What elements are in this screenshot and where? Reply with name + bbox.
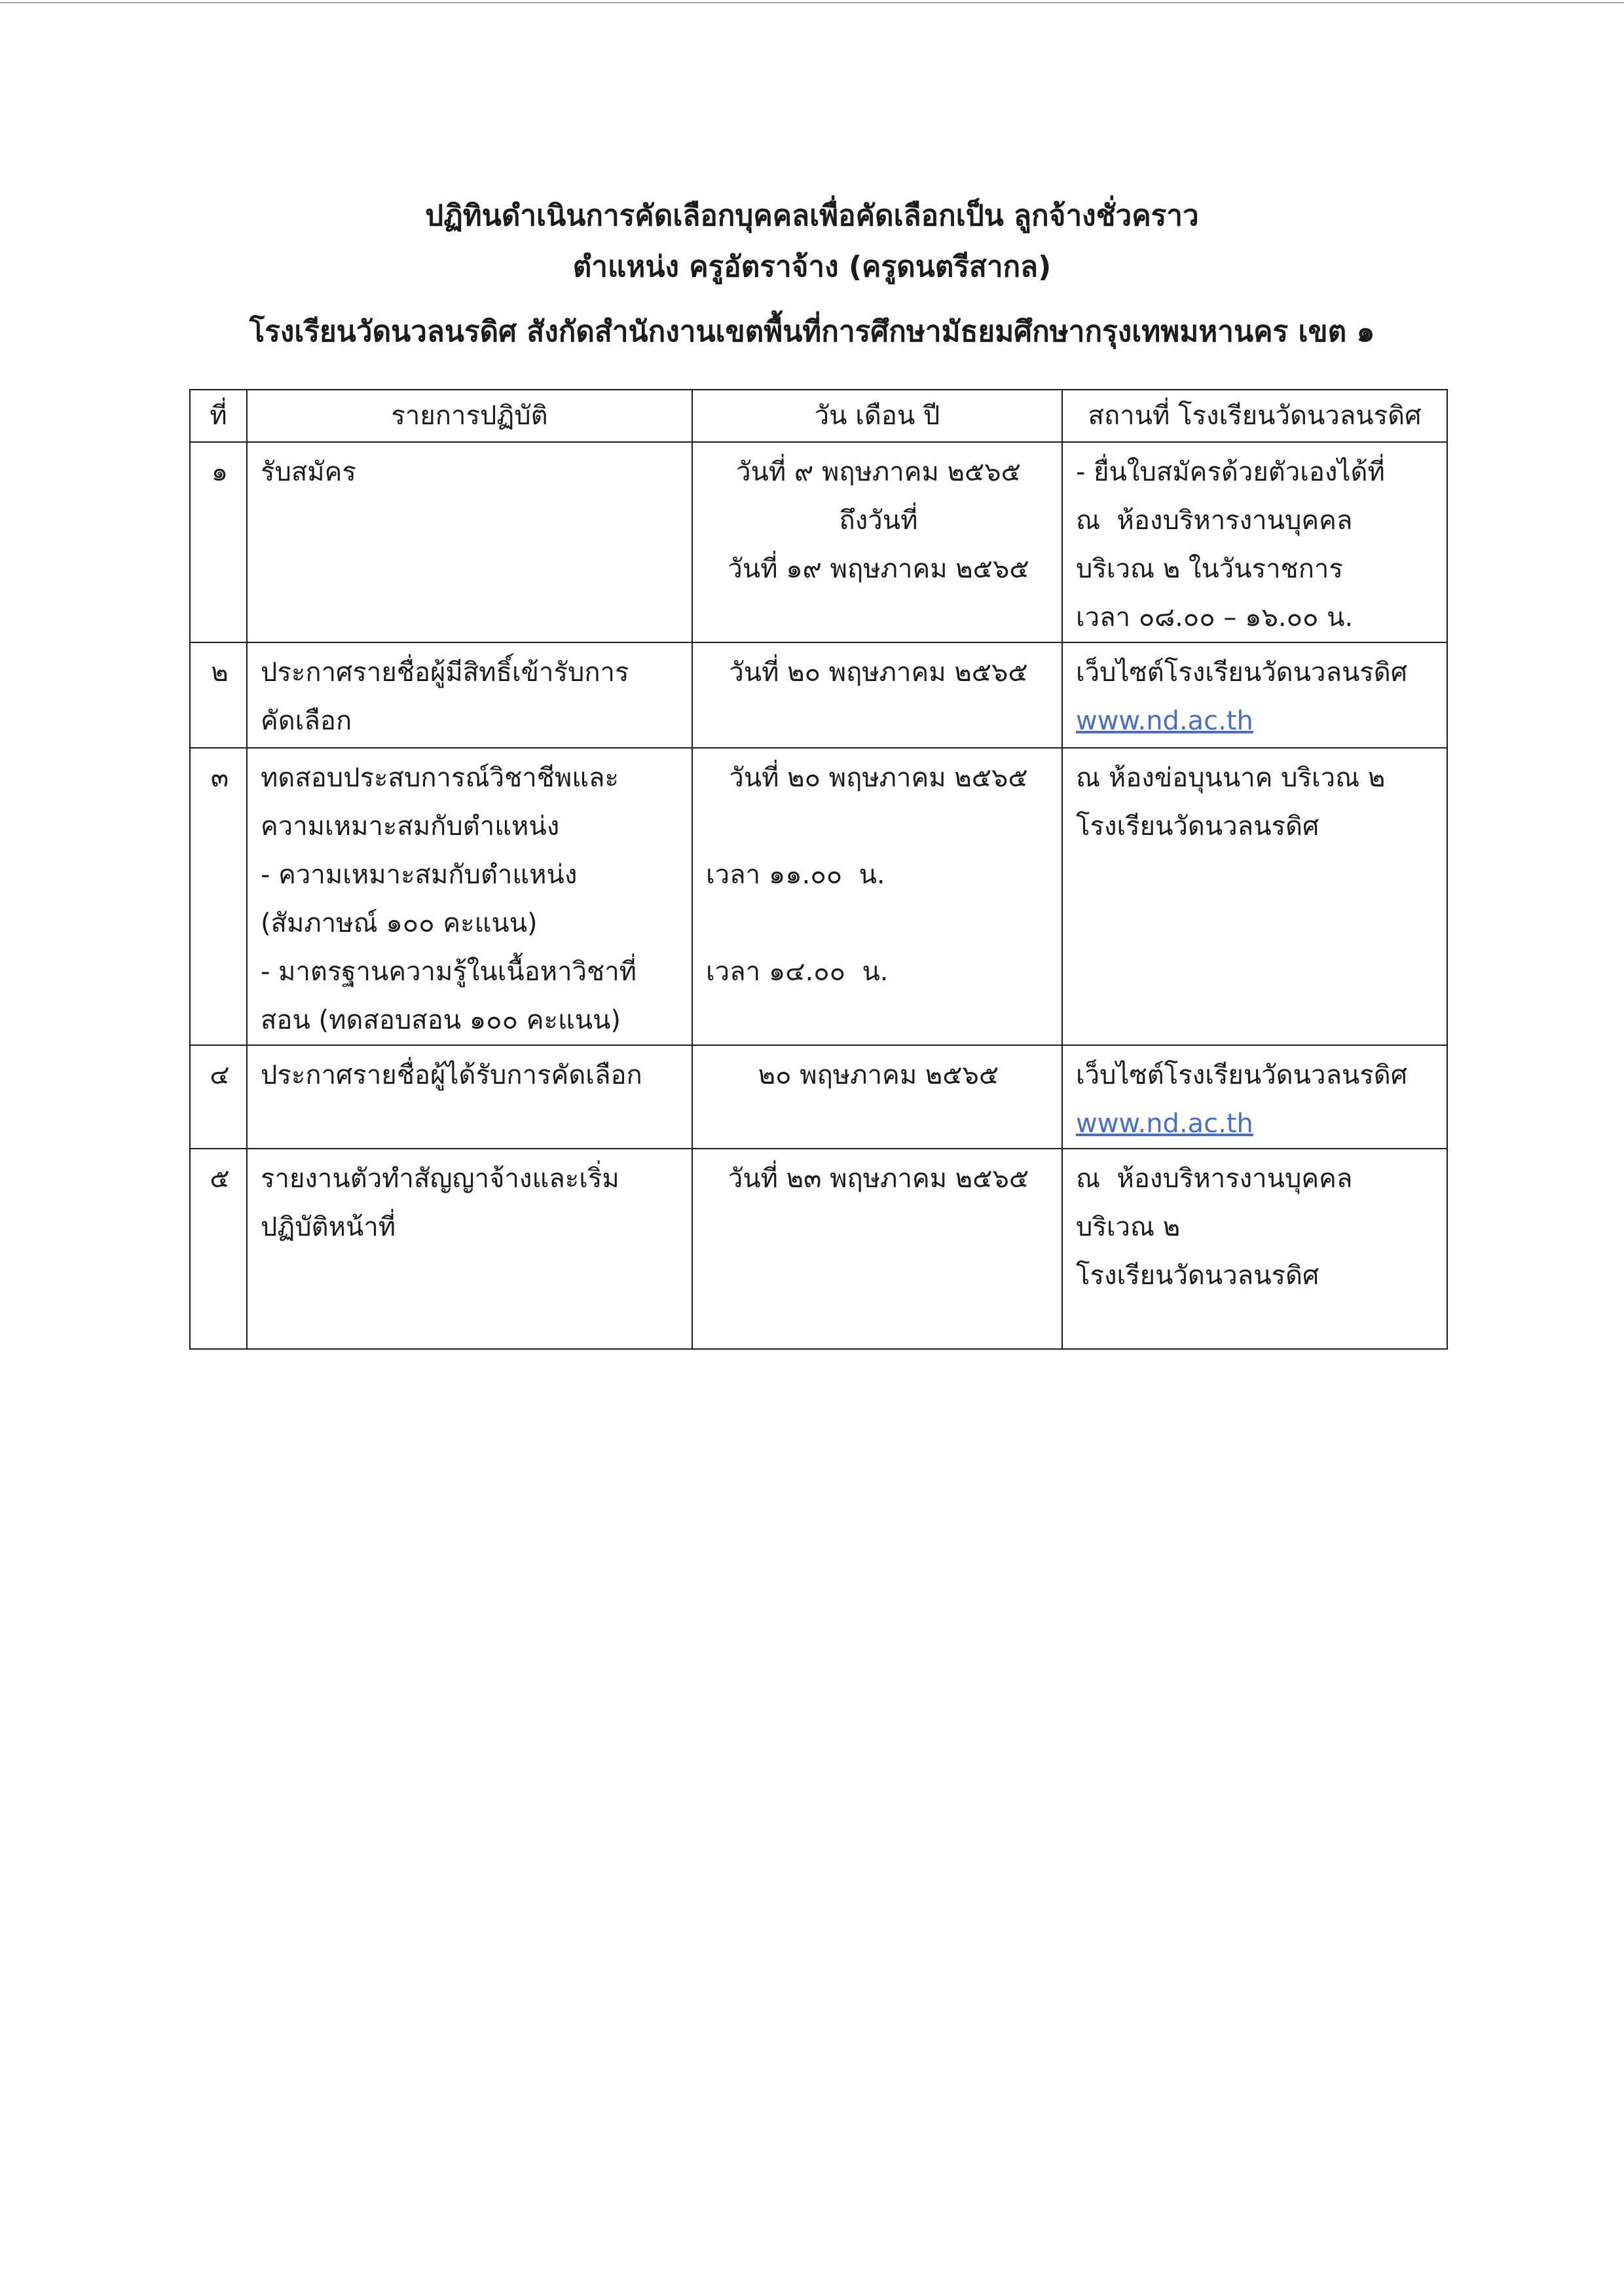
table-row (190, 642, 1447, 748)
activity-cell (247, 1149, 692, 1349)
activity-line: ประกาศรายชื่อผู้ได้รับการคัดเลือก (261, 1060, 642, 1090)
row-number: ๓ (190, 748, 247, 1045)
date-cell (692, 1149, 1062, 1349)
website-link[interactable]: www.nd.ac.th (1076, 1109, 1253, 1139)
date-line: วันที่ ๒๐ พฤษภาคม ๒๕๖๕ (729, 763, 1028, 793)
table-header-row (190, 390, 1447, 442)
date-cell (692, 748, 1062, 1045)
place-cell (1062, 1045, 1447, 1149)
activity-line: ความเหมาะสมกับตำแหน่ง (261, 811, 560, 841)
activity-line: (สัมภาษณ์ ๑๐๐ คะแนน) (261, 908, 538, 938)
table-row (190, 1045, 1447, 1149)
activity-line: - มาตรฐานความรู้ในเนื้อหาวิชาที่ (261, 957, 637, 987)
place-cell (1062, 748, 1447, 1045)
schedule-table (189, 389, 1448, 1350)
date-cell (692, 642, 1062, 748)
place-line: เว็บไซต์โรงเรียนวัดนวลนรดิศ (1076, 1060, 1408, 1090)
time-line: เวลา ๑๑.๐๐ น. (706, 860, 885, 890)
scan-edge-line (0, 2, 1624, 3)
activity-line: รับสมัคร (261, 457, 356, 487)
date-line: วันที่ ๙ พฤษภาคม ๒๕๖๕ (736, 457, 1021, 487)
activity-cell (247, 1045, 692, 1149)
date-line: วันที่ ๒๐ พฤษภาคม ๒๕๖๕ (729, 657, 1028, 688)
place-line: ณ ห้องบริหารงานบุคคล (1076, 506, 1353, 536)
date-line: ๒๐ พฤษภาคม ๒๕๖๕ (758, 1060, 999, 1090)
activity-line: สอน (ทดสอบสอน ๑๐๐ คะแนน) (261, 1005, 621, 1035)
header-activity: รายการปฏิบัติ (247, 390, 692, 442)
activity-cell (247, 642, 692, 748)
place-cell (1062, 1149, 1447, 1349)
activity-line: ปฏิบัติหน้าที่ (261, 1212, 396, 1242)
place-line: โรงเรียนวัดนวลนรดิศ (1076, 811, 1320, 841)
row-number: ๕ (190, 1149, 247, 1349)
activity-line: ประกาศรายชื่อผู้มีสิทธิ์เข้ารับการ (261, 657, 629, 688)
date-line: วันที่ ๑๙ พฤษภาคม ๒๕๖๕ (728, 554, 1029, 584)
place-line: เวลา ๐๘.๐๐ – ๑๖.๐๐ น. (1076, 602, 1354, 633)
place-line: บริเวณ ๒ (1076, 1212, 1181, 1242)
activity-line: ทดสอบประสบการณ์วิชาชีพและ (261, 763, 619, 793)
time-line: เวลา ๑๔.๐๐ น. (706, 957, 889, 987)
row-number: ๑ (190, 442, 247, 642)
date-line: ถึงวันที่ (839, 506, 918, 536)
place-line: ณ ห้องข่อบุนนาค บริเวณ ๒ (1076, 763, 1386, 793)
table-row (190, 442, 1447, 642)
document-subtitle-school: โรงเรียนวัดนวลนรดิศ สังกัดสำนักงานเขตพื้นที่การศึกษามัธยมศึกษากรุงเทพมหานคร เขต ๑ (249, 315, 1375, 348)
place-cell (1062, 642, 1447, 748)
document-title: ปฏิทินดำเนินการคัดเลือกบุคคลเพื่อคัดเลือกเป็น ลูกจ้างชั่วคราว (425, 199, 1199, 232)
date-cell (692, 442, 1062, 642)
table-row (190, 1149, 1447, 1349)
header-place: สถานที่ โรงเรียนวัดนวลนรดิศ (1062, 390, 1447, 442)
website-link[interactable]: www.nd.ac.th (1076, 706, 1253, 736)
activity-line: - ความเหมาะสมกับตำแหน่ง (261, 860, 578, 890)
table-row (190, 748, 1447, 1045)
date-line: วันที่ ๒๓ พฤษภาคม ๒๕๖๕ (728, 1164, 1029, 1194)
place-line: ณ ห้องบริหารงานบุคคล (1076, 1164, 1353, 1194)
activity-cell (247, 748, 692, 1045)
place-cell (1062, 442, 1447, 642)
activity-line: คัดเลือก (261, 706, 352, 736)
header-date: วัน เดือน ปี (692, 390, 1062, 442)
row-number: ๔ (190, 1045, 247, 1149)
place-line: บริเวณ ๒ ในวันราชการ (1076, 554, 1343, 584)
date-cell (692, 1045, 1062, 1149)
activity-line: รายงานตัวทำสัญญาจ้างและเริ่ม (261, 1164, 619, 1194)
place-line: เว็บไซต์โรงเรียนวัดนวลนรดิศ (1076, 657, 1408, 688)
place-line: โรงเรียนวัดนวลนรดิศ (1076, 1261, 1320, 1291)
place-line: - ยื่นใบสมัครด้วยตัวเองได้ที่ (1076, 457, 1385, 487)
activity-cell (247, 442, 692, 642)
document-subtitle-position: ตำแหน่ง ครูอัตราจ้าง (ครูดนตรีสากล) (572, 250, 1052, 284)
row-number: ๒ (190, 642, 247, 748)
header-no: ที่ (190, 390, 247, 442)
